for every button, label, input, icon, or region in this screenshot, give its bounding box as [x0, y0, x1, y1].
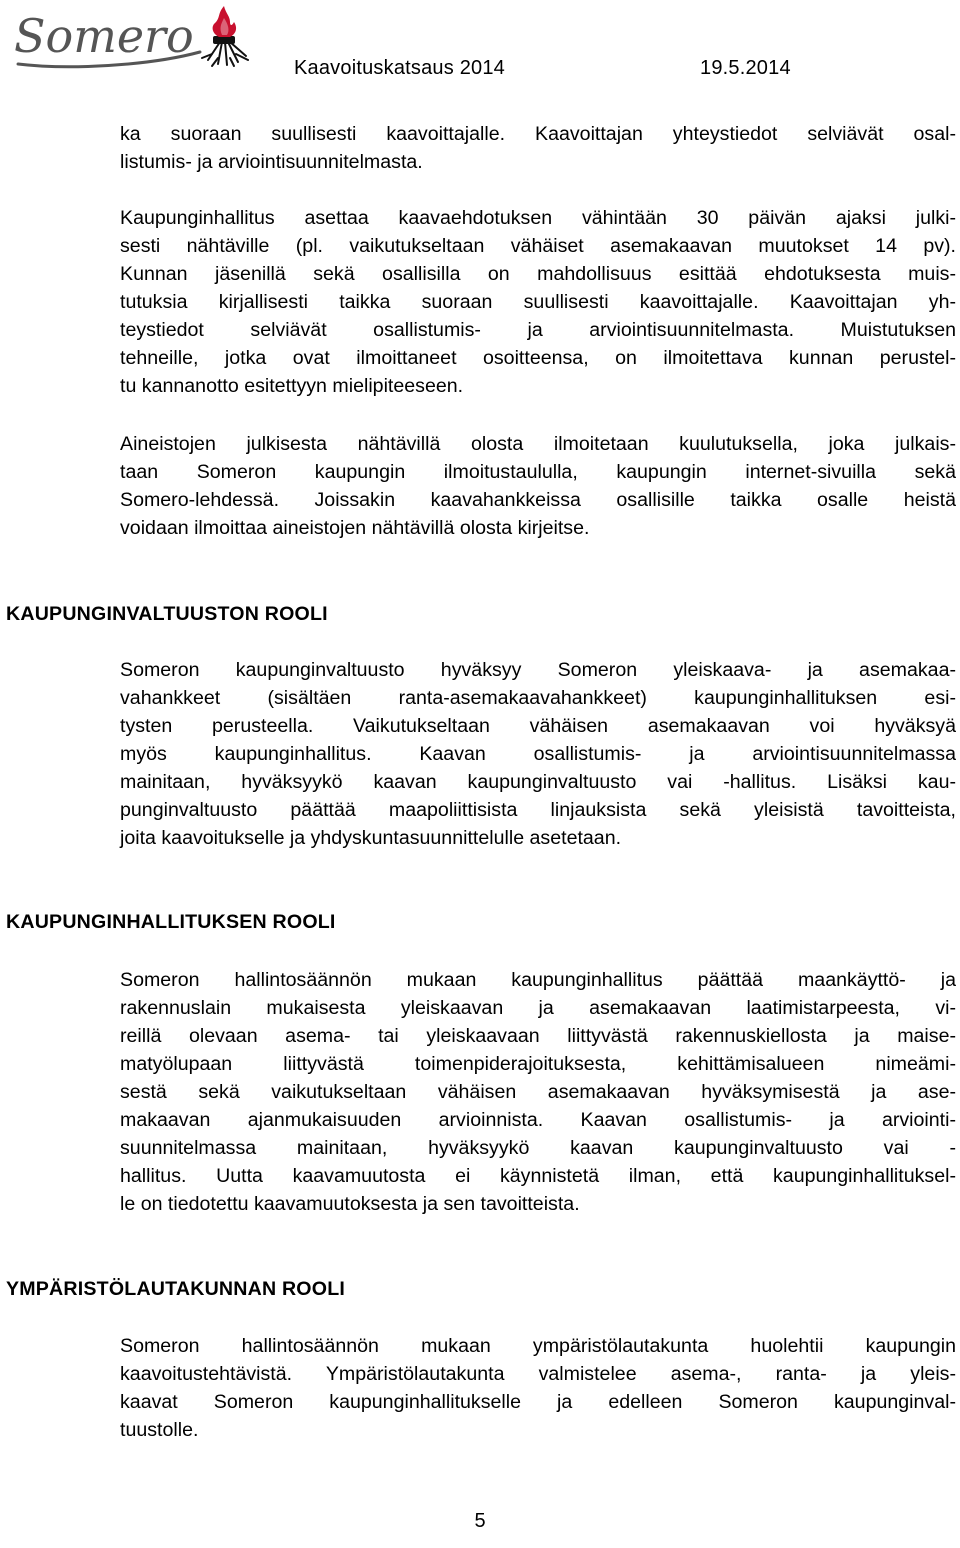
paragraph-display-period: [120, 204, 956, 400]
section-body-valtuusto: [120, 656, 956, 852]
text-line: suunnitelmassa mainitaan, hyväksyykö kaavan kaupunginvaltuusto vai -: [120, 1137, 956, 1159]
section-heading-valtuusto: KAUPUNGINVALTUUSTON ROOLI: [6, 603, 328, 625]
text-line: Somero-lehdessä. Joissakin kaavahankkeissa osallisille taikka osalle heistä: [120, 489, 956, 511]
text-line: tehneille, jotka ovat ilmoittaneet osoitteensa, on ilmoitettava kunnan perustel-: [120, 347, 956, 369]
section-body-lautakunta: [120, 1332, 956, 1444]
text-line: Someron hallintosäännön mukaan ympäristölautakunta huolehtii kaupungin: [120, 1335, 956, 1357]
document-date: 19.5.2014: [700, 57, 791, 79]
section-body-hallitus: [120, 966, 956, 1218]
text-line: Aineistojen julkisesta nähtävillä olosta ilmoitetaan kuulutuksella, joka julkais-: [120, 433, 956, 455]
roots-icon: [202, 42, 248, 66]
text-line: myös kaupunginhallitus. Kaavan osallistumis- ja arviointisuunnitelmassa: [120, 743, 956, 765]
text-line: ka suoraan suullisesti kaavoittajalle. Kaavoittajan yhteystiedot selviävät osal-: [120, 123, 956, 145]
paragraph-announcement: [120, 430, 956, 542]
somero-logo: [8, 2, 258, 70]
paragraph-continuation: [120, 120, 956, 176]
text-line: voidaan ilmoittaa aineistojen nähtävillä olosta kirjeitse.: [120, 517, 590, 539]
text-line: le on tiedotettu kaavamuutoksesta ja sen tavoitteista.: [120, 1193, 580, 1215]
text-line: joita kaavoitukselle ja yhdyskuntasuunnittelulle asetetaan.: [120, 827, 622, 849]
text-line: Someron kaupunginvaltuusto hyväksyy Someron yleiskaava- ja asemakaa-: [120, 659, 956, 681]
text-line: tuustolle.: [120, 1419, 199, 1441]
text-line: mainitaan, hyväksyykö kaavan kaupunginvaltuusto vai -hallitus. Lisäksi kau-: [120, 771, 956, 793]
text-line: tysten perusteella. Vaikutukseltaan vähäisen asemakaavan voi hyväksyä: [120, 715, 956, 737]
page-number: 5: [474, 1510, 486, 1532]
text-line: Kaupunginhallitus asettaa kaavaehdotuksen vähintään 30 päivän ajaksi julki-: [120, 207, 956, 229]
section-heading-hallitus: KAUPUNGINHALLITUKSEN ROOLI: [6, 911, 336, 933]
text-line: teystiedot selviävät osallistumis- ja arviointisuunnitelmasta. Muistutuksen: [120, 319, 956, 341]
text-line: listumis- ja arviointisuunnitelmasta.: [120, 151, 423, 173]
text-line: sestä sekä vaikutukseltaan vähäisen asemakaavan hyväksymisestä ja ase-: [120, 1081, 956, 1103]
text-line: hallitus. Uutta kaavamuutosta ei käynnistetä ilman, että kaupunginhallituksel-: [120, 1165, 956, 1187]
text-line: sesti nähtäville (pl. vaikutukseltaan vähäiset asemakaavan muutokset 14 pv).: [120, 235, 956, 257]
section-heading-lautakunta: YMPÄRISTÖLAUTAKUNNAN ROOLI: [6, 1278, 346, 1300]
text-line: kaavoitustehtävistä. Ympäristölautakunta valmistelee asema-, ranta- ja yleis-: [120, 1363, 956, 1385]
text-line: reillä olevaan asema- tai yleiskaavaan liittyvästä rakennuskiellosta ja maise-: [120, 1025, 956, 1047]
document-title: Kaavoituskatsaus 2014: [294, 57, 506, 79]
text-line: vahankkeet (sisältäen ranta-asemakaavahankkeet) kaupunginhallituksen esi-: [120, 687, 956, 709]
text-line: taan Someron kaupungin ilmoitustaululla, kaupungin internet-sivuilla sekä: [120, 461, 956, 483]
logo-text: Somero: [14, 9, 194, 63]
text-line: tu kannanotto esitettyyn mielipiteeseen.: [120, 375, 464, 397]
text-line: makaavan ajanmukaisuuden arvioinnista. Kaavan osallistumis- ja arviointi-: [120, 1109, 956, 1131]
text-line: kaavat Someron kaupunginhallitukselle ja edelleen Someron kaupunginval-: [120, 1391, 956, 1413]
text-line: rakennuslain mukaisesta yleiskaavan ja asemakaavan laatimistarpeesta, vi-: [120, 997, 956, 1019]
text-line: tutuksia kirjallisesti taikka suoraan suullisesti kaavoittajalle. Kaavoittajan yh-: [120, 291, 956, 313]
text-line: Kunnan jäsenillä sekä osallisilla on mahdollisuus esittää ehdotuksesta muis-: [120, 263, 956, 285]
text-line: matyölupaan liittyvästä toimenpiderajoituksesta, kehittämisalueen nimeämi-: [120, 1053, 956, 1075]
text-line: Someron hallintosäännön mukaan kaupunginhallitus päättää maankäyttö- ja: [120, 969, 956, 991]
text-line: punginvaltuusto päättää maapoliittisista linjauksista sekä yleisistä tavoitteista,: [120, 799, 956, 821]
